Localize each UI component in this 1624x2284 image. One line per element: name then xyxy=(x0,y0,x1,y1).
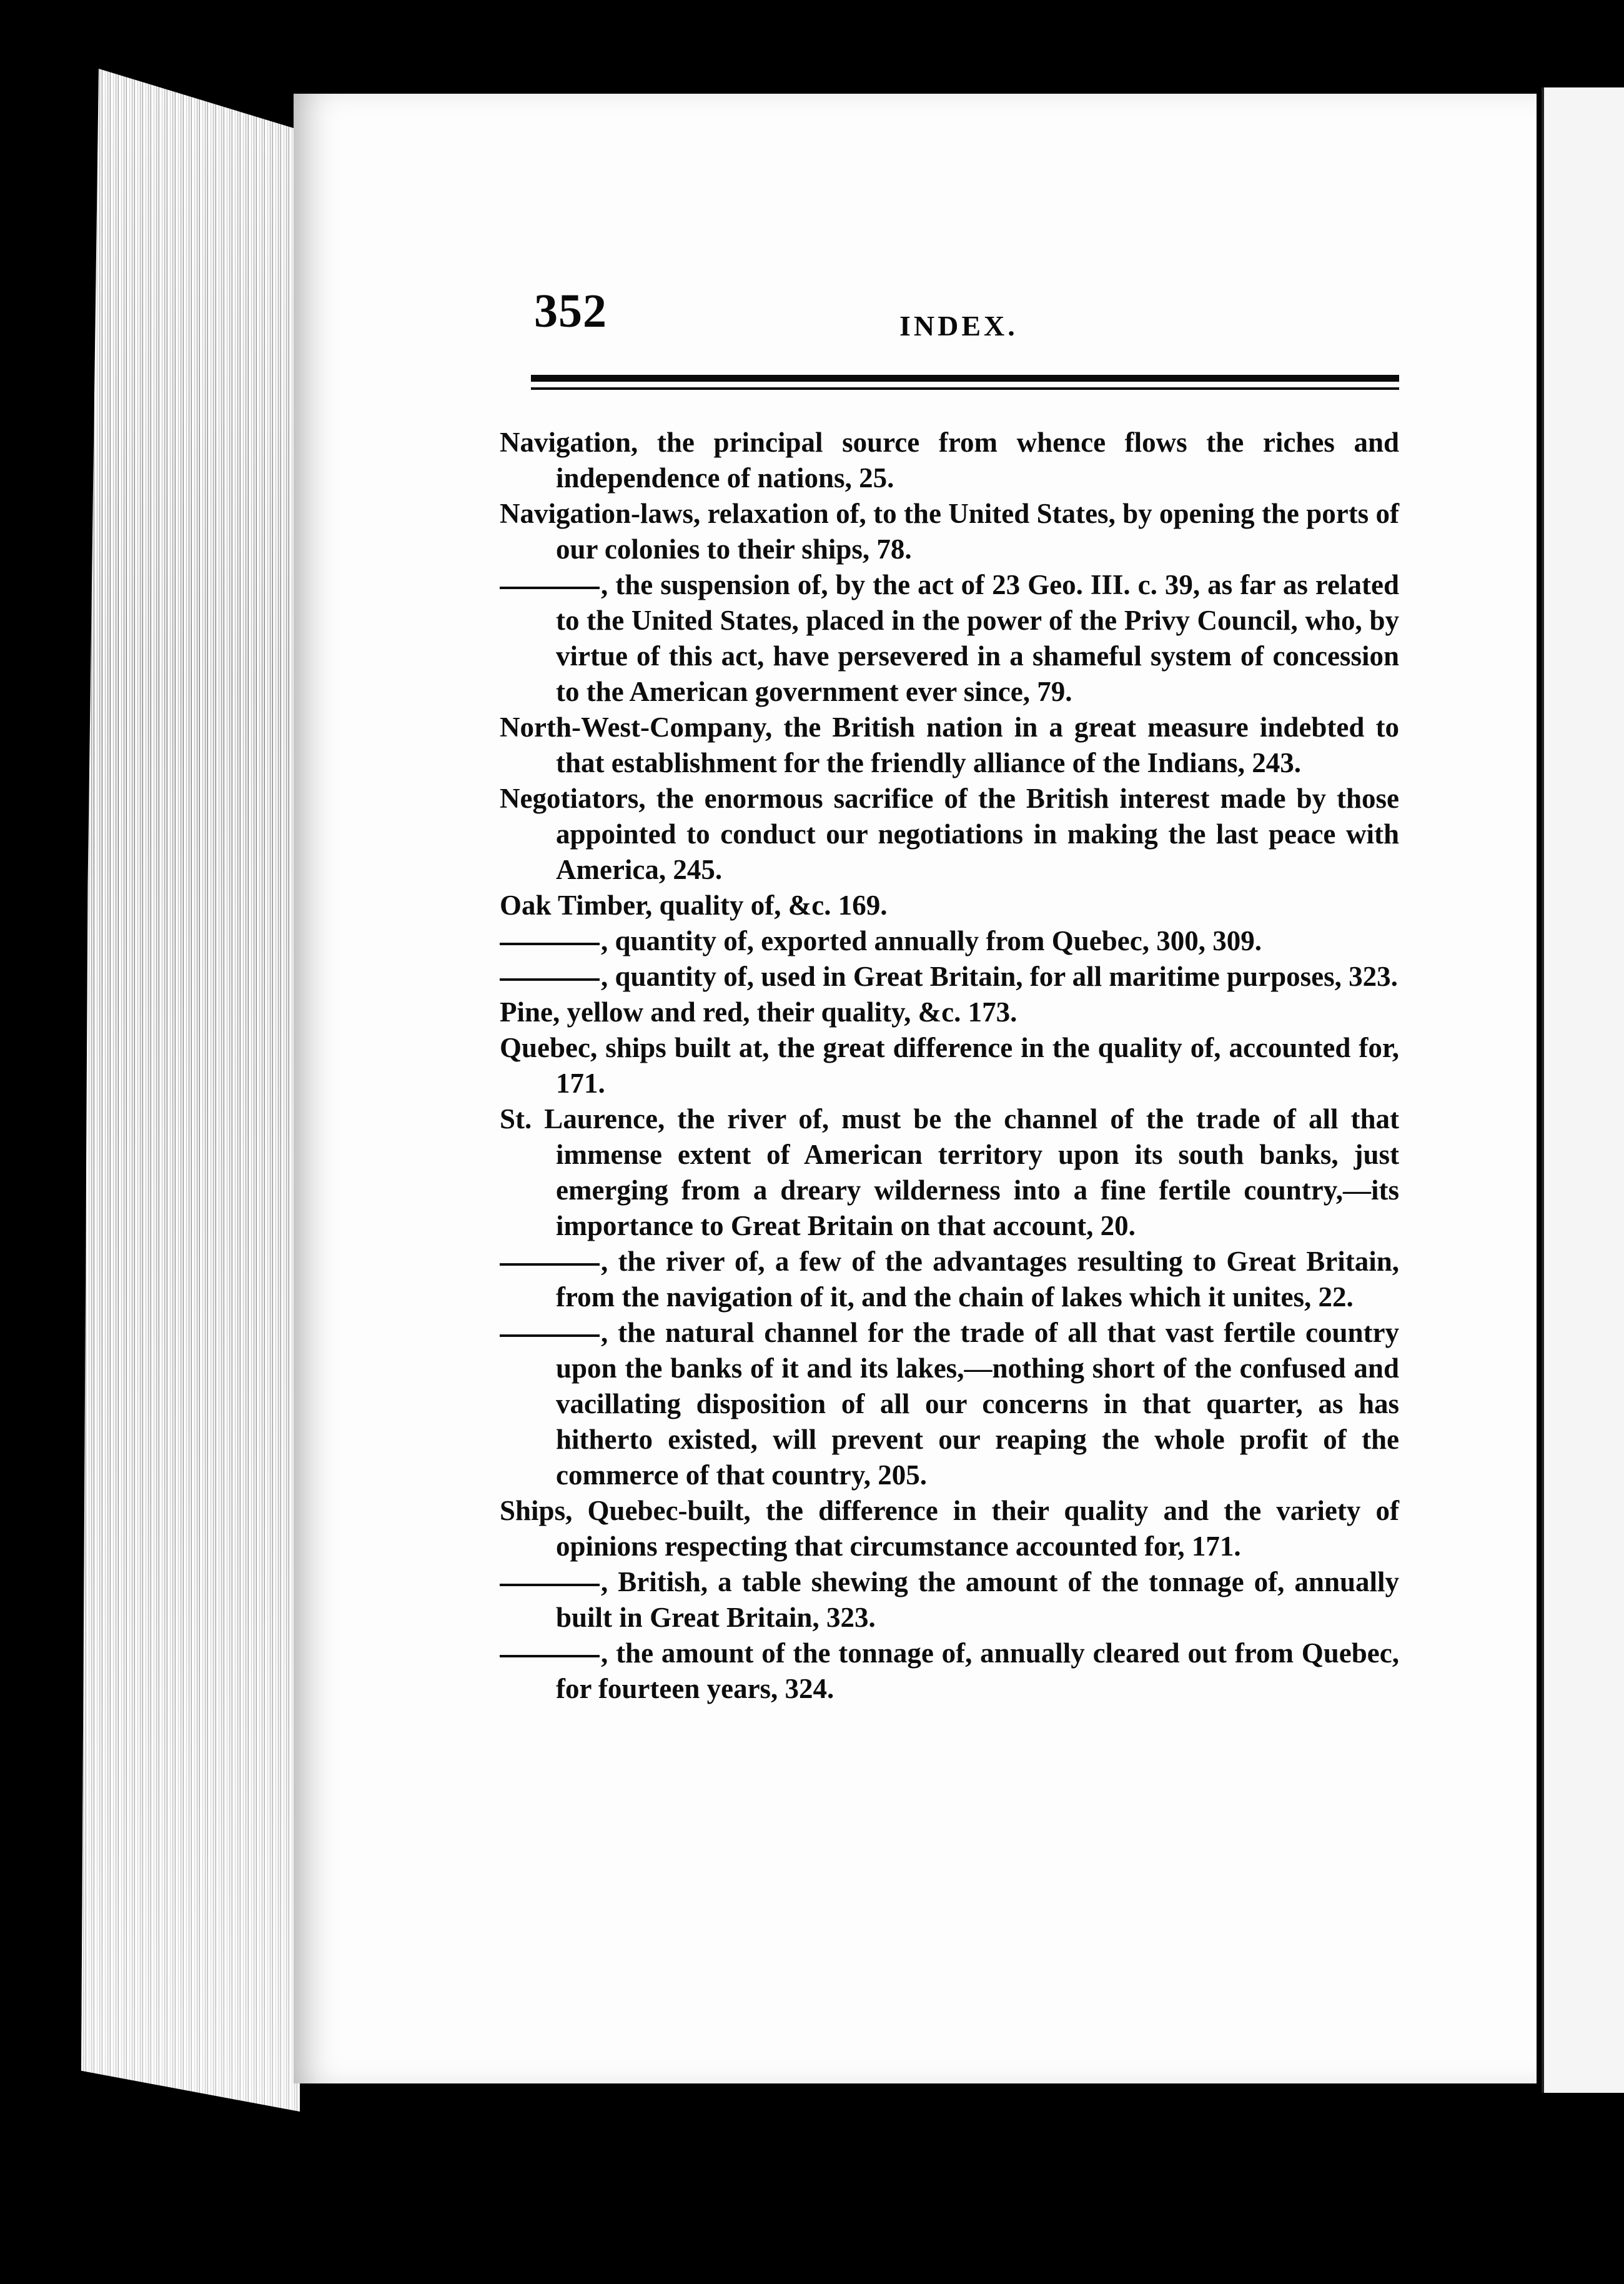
index-entry xyxy=(500,923,1399,959)
index-entry xyxy=(500,1493,1399,1564)
index-entry xyxy=(500,781,1399,888)
index-entry xyxy=(500,1101,1399,1244)
entry-text: the principal source from whence flows the riches and independence of nations, 25. xyxy=(556,427,1399,494)
entry-heading: Negotiators, xyxy=(500,783,646,814)
index-entry xyxy=(500,1315,1399,1493)
entry-text: quality of, &c. 169. xyxy=(652,890,888,921)
ditto-dash xyxy=(500,943,600,945)
entry-heading: Ships, xyxy=(500,1495,573,1526)
entry-heading: North-West-Company, xyxy=(500,712,773,743)
facing-page xyxy=(1542,87,1624,2093)
entry-text: , the river of, a few of the advantages resulting to Great Britain, from the navigation of it, and the chain of lakes which it unites, 22. xyxy=(556,1246,1399,1313)
entry-text: , quantity of, exported annually from Quebec, 300, 309. xyxy=(601,925,1262,956)
index-entry xyxy=(500,710,1399,781)
entry-text: the enormous sacrifice of the British interest made by those appointed to conduct our negotiations in making the last peace with America, 245. xyxy=(556,783,1399,885)
running-head: INDEX. xyxy=(899,310,1018,342)
index-body xyxy=(500,425,1399,1707)
header-rule-thin xyxy=(531,387,1399,390)
ditto-dash xyxy=(500,1655,600,1657)
entry-text: , British, a table shewing the amount of the tonnage of, annually built in Great Britain, 323. xyxy=(556,1566,1399,1633)
entry-heading: Pine, xyxy=(500,996,560,1028)
ditto-dash xyxy=(500,1334,600,1337)
entry-heading: Oak Timber, xyxy=(500,890,653,921)
ditto-dash xyxy=(500,1263,600,1266)
entry-text: , the amount of the tonnage of, annually cleared out from Quebec, for fourteen years, 324. xyxy=(556,1637,1399,1704)
entry-text: Quebec-built, the difference in their quality and the variety of opinions respecting that circumstance accounted for, 171. xyxy=(556,1495,1399,1562)
index-entry xyxy=(500,888,1399,923)
entry-heading: Quebec, xyxy=(500,1032,598,1063)
index-entry xyxy=(500,995,1399,1030)
entry-text: yellow and red, their quality, &c. 173. xyxy=(560,996,1017,1028)
entry-text: relaxation of, to the United States, by opening the ports of our colonies to their ships, 78. xyxy=(556,498,1399,565)
entry-text: the British nation in a great measure indebted to that establishment for the friendly alliance of the Indians, 243. xyxy=(556,712,1399,778)
book-page-edges xyxy=(81,69,300,2112)
index-entry xyxy=(500,959,1399,995)
index-entry xyxy=(500,1030,1399,1101)
entry-heading: Navigation-laws, xyxy=(500,498,701,529)
header-rule-thick xyxy=(531,375,1399,382)
ditto-dash xyxy=(500,978,600,981)
ditto-dash xyxy=(500,587,600,589)
index-entry xyxy=(500,425,1399,496)
ditto-dash xyxy=(500,1584,600,1586)
entry-text: the river of, must be the channel of the trade of all that immense extent of American territory upon its south banks, just emerging from a dreary wilderness into a fine fertile country,—its importance to Great Britain on that account, 20. xyxy=(556,1103,1399,1241)
index-entry xyxy=(500,1636,1399,1707)
entry-text: , the suspension of, by the act of 23 Geo. III. c. 39, as far as related to the United States, placed in the power of the Privy Council, who, by virtue of this act, have persevered in a shameful system of concession to the American government ever since, 79. xyxy=(556,569,1399,707)
entry-text: , the natural channel for the trade of all that vast fertile country upon the banks of it and its lakes,—nothing short of the confused and vacillating disposition of all our concerns in that quarter, as has hitherto existed, will prevent our reaping the whole profit of the commerce of that country, 205. xyxy=(556,1317,1399,1491)
index-entry xyxy=(500,496,1399,567)
entry-heading: St. Laurence, xyxy=(500,1103,665,1135)
page-number: 352 xyxy=(534,285,607,337)
entry-text: , quantity of, used in Great Britain, for all maritime purposes, 323. xyxy=(601,961,1398,992)
entry-text: ships built at, the great difference in the quality of, accounted for, 171. xyxy=(556,1032,1399,1099)
index-entry xyxy=(500,1564,1399,1636)
index-entry xyxy=(500,1244,1399,1315)
entry-heading: Navigation, xyxy=(500,427,638,458)
index-entry xyxy=(500,567,1399,710)
